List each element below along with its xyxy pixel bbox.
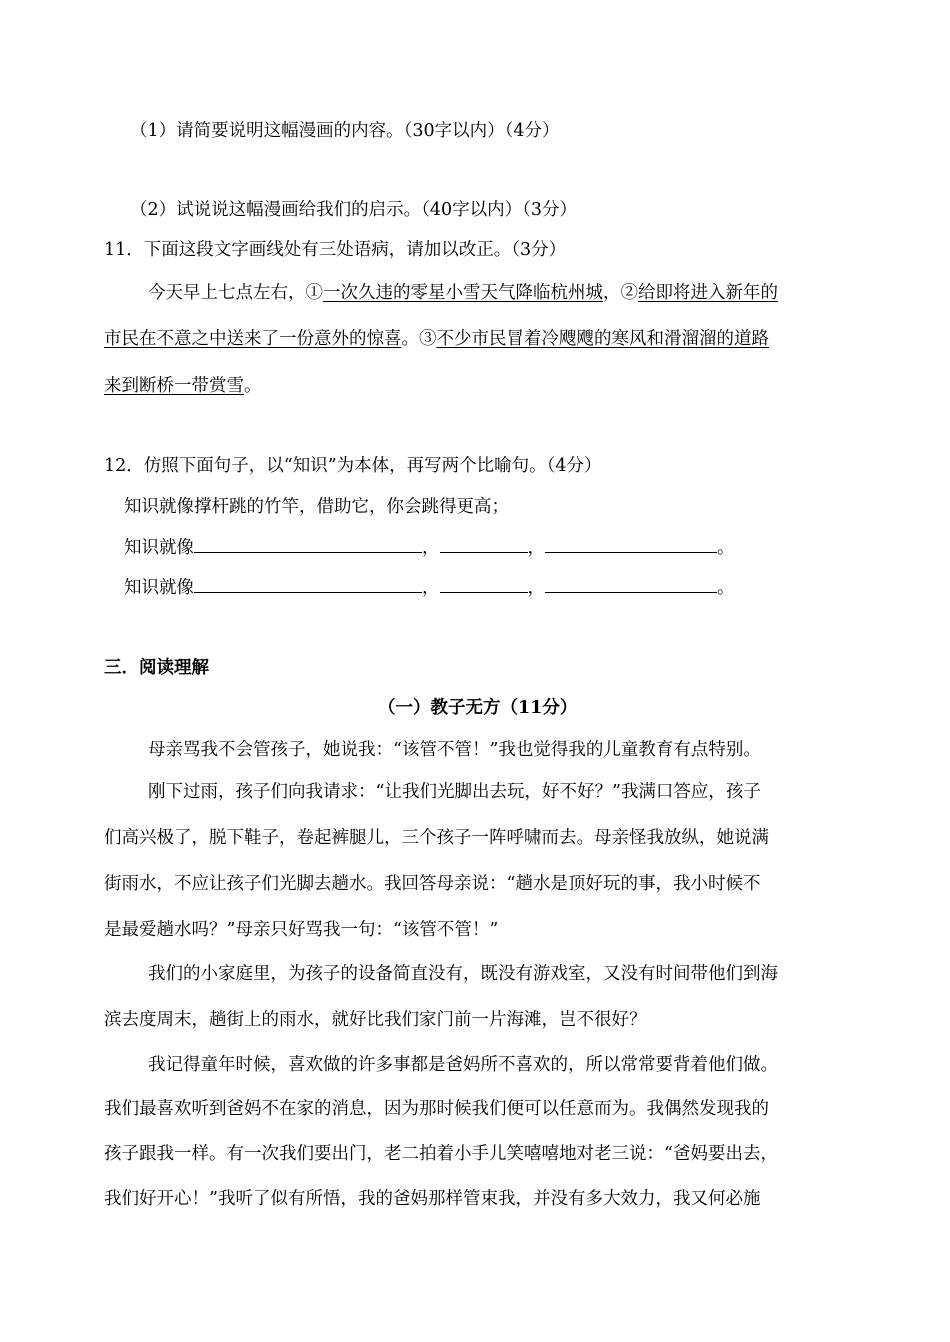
q11-line-2 xyxy=(104,327,769,351)
answer-blank-5[interactable] xyxy=(440,576,528,593)
passage-line: 我们好开心！”我听了似有所悟，我的爸妈那样管束我，并没有多大效力，我又何必施 xyxy=(104,1189,761,1209)
q12-period: 。 xyxy=(717,538,735,558)
q12-prefix: 知识就像 xyxy=(124,578,194,598)
q12-comma: ， xyxy=(422,578,440,598)
answer-blank-2[interactable] xyxy=(440,536,528,553)
q12-period: 。 xyxy=(717,578,735,598)
q11-underlined-3b: 来到断桥一带赏雪 xyxy=(104,376,244,396)
passage-line: 我们的小家庭里，为孩子的设备简直没有，既没有游戏室，又没有时间带他们到海 xyxy=(148,964,778,984)
q11-underlined-2b: 市民在不意之中送来了一份意外的惊喜 xyxy=(104,329,402,349)
answer-blank-6[interactable] xyxy=(545,576,717,593)
q11-text: 。 xyxy=(244,376,262,396)
q11-underlined-2: 给即将进入新年的 xyxy=(638,283,778,303)
q11-underlined-3: 不少市民冒着冷飕飕的寒风和滑溜溜的道路 xyxy=(436,329,769,349)
q11-line-3 xyxy=(104,374,262,398)
passage-line: 孩子跟我一样。有一次我们要出门，老二拍着小手儿笑嘻嘻地对老三说：“爸妈要出去， xyxy=(104,1144,778,1164)
q12-example: 知识就像撑杆跳的竹竿，借助它，你会跳得更高； xyxy=(124,497,509,517)
q12-comma: ， xyxy=(527,538,545,558)
q11-title: 11．下面这段文字画线处有三处语病，请加以改正。（3分） xyxy=(104,240,567,260)
q12-title: 12．仿照下面句子，以“知识”为本体，再写两个比喻句。（4分） xyxy=(104,456,602,476)
q11-underlined-1: 一次久违的零星小雪天气降临杭州城 xyxy=(323,283,603,303)
section-3-heading: 三．阅读理解 xyxy=(104,658,209,678)
q12-prefix: 知识就像 xyxy=(124,538,194,558)
passage-title: （一）教子无方（11分） xyxy=(378,698,578,718)
q12-comma: ， xyxy=(422,538,440,558)
q10-sub1: （1）请简要说明这幅漫画的内容。（30字以内）（4分） xyxy=(130,121,560,141)
passage-line: 是最爱趟水吗？”母亲只好骂我一句：“该管不管！” xyxy=(104,920,499,940)
passage-line: 刚下过雨，孩子们向我请求：“让我们光脚出去玩，好不好？”我满口答应，孩子 xyxy=(148,782,761,802)
q11-line-1 xyxy=(148,281,778,305)
passage-line: 母亲骂我不会管孩子，她说我：“该管不管！”我也觉得我的儿童教育有点特别。 xyxy=(148,740,761,760)
answer-blank-1[interactable] xyxy=(194,536,422,553)
answer-blank-4[interactable] xyxy=(194,576,422,593)
passage-line: 滨去度周末，趟街上的雨水，就好比我们家门前一片海滩，岂不很好？ xyxy=(104,1010,647,1030)
q11-text: ，② xyxy=(603,283,638,303)
q12-answer-row-1 xyxy=(124,536,735,560)
q11-text: 今天早上七点左右，① xyxy=(148,283,323,303)
answer-blank-3[interactable] xyxy=(545,536,717,553)
passage-line: 街雨水，不应让孩子们光脚去趟水。我回答母亲说：“趟水是顶好玩的事，我小时候不 xyxy=(104,874,761,894)
q12-answer-row-2 xyxy=(124,576,735,600)
passage-line: 我们最喜欢听到爸妈不在家的消息，因为那时候我们便可以任意而为。我偶然发现我的 xyxy=(104,1099,769,1119)
passage-line: 们高兴极了，脱下鞋子，卷起裤腿儿，三个孩子一阵呼啸而去。母亲怪我放纵，她说满 xyxy=(104,828,769,848)
q11-text: 。③ xyxy=(401,329,437,349)
q12-comma: ， xyxy=(527,578,545,598)
q10-sub2: （2）试说说这幅漫画给我们的启示。（40字以内）（3分） xyxy=(130,200,578,220)
passage-line: 我记得童年时候，喜欢做的许多事都是爸妈所不喜欢的，所以常常要背着他们做。 xyxy=(148,1055,778,1075)
